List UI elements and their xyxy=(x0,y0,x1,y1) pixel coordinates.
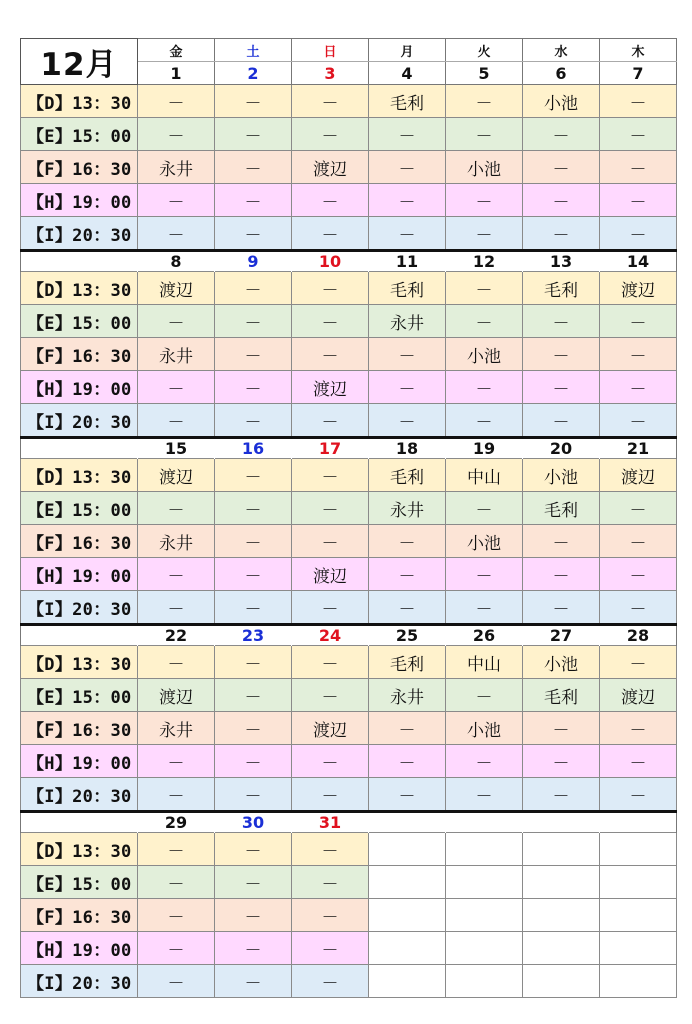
unassigned-cell: － xyxy=(292,272,369,305)
assignee-cell: 小池 xyxy=(446,712,523,745)
slot-time-label: 【F】16：30 xyxy=(21,525,138,558)
unassigned-cell: － xyxy=(215,305,292,338)
slot-time-label: 【D】13：30 xyxy=(21,272,138,305)
slot-row-i xyxy=(21,217,677,251)
assignee-cell: 毛利 xyxy=(523,492,600,525)
unassigned-cell: － xyxy=(600,85,677,118)
empty-cell xyxy=(446,833,523,866)
unassigned-cell: － xyxy=(292,459,369,492)
unassigned-cell: － xyxy=(138,371,215,404)
unassigned-cell: － xyxy=(292,965,369,998)
weekday-label: 木 xyxy=(600,39,677,62)
month-label: 12月 xyxy=(21,39,138,85)
date-number: 22 xyxy=(138,625,215,646)
unassigned-cell: － xyxy=(215,272,292,305)
unassigned-cell: － xyxy=(215,217,292,251)
weekday-label: 金 xyxy=(138,39,215,62)
unassigned-cell: － xyxy=(292,866,369,899)
assignee-cell: 毛利 xyxy=(369,272,446,305)
unassigned-cell: － xyxy=(215,745,292,778)
assignee-cell: 渡辺 xyxy=(292,712,369,745)
unassigned-cell: － xyxy=(138,866,215,899)
unassigned-cell: － xyxy=(446,679,523,712)
unassigned-cell: － xyxy=(215,833,292,866)
unassigned-cell: － xyxy=(523,371,600,404)
unassigned-cell: － xyxy=(138,404,215,438)
slot-time-label: 【F】16：30 xyxy=(21,151,138,184)
slot-row-i xyxy=(21,778,677,812)
empty-cell xyxy=(600,833,677,866)
date-number: 18 xyxy=(369,438,446,459)
date-number: 21 xyxy=(600,438,677,459)
slot-time-label: 【D】13：30 xyxy=(21,85,138,118)
unassigned-cell: － xyxy=(600,305,677,338)
slot-row-e xyxy=(21,118,677,151)
slot-row-e xyxy=(21,305,677,338)
empty-cell xyxy=(523,833,600,866)
slot-row-f xyxy=(21,899,677,932)
unassigned-cell: － xyxy=(369,558,446,591)
week-date-row xyxy=(21,625,677,646)
unassigned-cell: － xyxy=(523,525,600,558)
unassigned-cell: － xyxy=(215,932,292,965)
unassigned-cell: － xyxy=(523,151,600,184)
date-number: 16 xyxy=(215,438,292,459)
date-number xyxy=(523,812,600,833)
unassigned-cell: － xyxy=(292,679,369,712)
unassigned-cell: － xyxy=(369,118,446,151)
unassigned-cell: － xyxy=(138,217,215,251)
week-spacer xyxy=(21,438,138,459)
unassigned-cell: － xyxy=(369,591,446,625)
unassigned-cell: － xyxy=(215,118,292,151)
empty-cell xyxy=(446,965,523,998)
date-number: 7 xyxy=(600,62,677,85)
unassigned-cell: － xyxy=(138,899,215,932)
assignee-cell: 永井 xyxy=(138,338,215,371)
empty-cell xyxy=(369,866,446,899)
unassigned-cell: － xyxy=(523,591,600,625)
unassigned-cell: － xyxy=(138,305,215,338)
empty-cell xyxy=(369,965,446,998)
unassigned-cell: － xyxy=(446,745,523,778)
assignee-cell: 毛利 xyxy=(369,646,446,679)
empty-cell xyxy=(523,899,600,932)
assignee-cell: 小池 xyxy=(523,459,600,492)
date-number: 11 xyxy=(369,251,446,272)
unassigned-cell: － xyxy=(292,492,369,525)
unassigned-cell: － xyxy=(446,118,523,151)
unassigned-cell: － xyxy=(292,745,369,778)
slot-row-f xyxy=(21,712,677,745)
empty-cell xyxy=(523,965,600,998)
assignee-cell: 永井 xyxy=(369,679,446,712)
unassigned-cell: － xyxy=(600,712,677,745)
unassigned-cell: － xyxy=(369,525,446,558)
assignee-cell: 永井 xyxy=(138,151,215,184)
weekday-label: 日 xyxy=(292,39,369,62)
unassigned-cell: － xyxy=(446,305,523,338)
weekday-label: 水 xyxy=(523,39,600,62)
slot-row-f xyxy=(21,151,677,184)
slot-time-label: 【I】20：30 xyxy=(21,965,138,998)
unassigned-cell: － xyxy=(369,371,446,404)
unassigned-cell: － xyxy=(523,118,600,151)
unassigned-cell: － xyxy=(369,217,446,251)
unassigned-cell: － xyxy=(369,778,446,812)
slot-time-label: 【E】15：00 xyxy=(21,118,138,151)
unassigned-cell: － xyxy=(215,492,292,525)
unassigned-cell: － xyxy=(446,558,523,591)
unassigned-cell: － xyxy=(292,932,369,965)
week-date-row xyxy=(21,812,677,833)
unassigned-cell: － xyxy=(138,591,215,625)
assignee-cell: 永井 xyxy=(138,712,215,745)
empty-cell xyxy=(369,833,446,866)
date-number: 31 xyxy=(292,812,369,833)
date-number: 26 xyxy=(446,625,523,646)
date-number: 23 xyxy=(215,625,292,646)
slot-row-i xyxy=(21,965,677,998)
unassigned-cell: － xyxy=(138,85,215,118)
slot-time-label: 【E】15：00 xyxy=(21,305,138,338)
assignee-cell: 永井 xyxy=(138,525,215,558)
empty-cell xyxy=(600,866,677,899)
unassigned-cell: － xyxy=(446,371,523,404)
slot-time-label: 【I】20：30 xyxy=(21,778,138,812)
weekday-label: 月 xyxy=(369,39,446,62)
date-number xyxy=(600,812,677,833)
slot-time-label: 【F】16：30 xyxy=(21,712,138,745)
unassigned-cell: － xyxy=(215,778,292,812)
unassigned-cell: － xyxy=(215,404,292,438)
slot-time-label: 【F】16：30 xyxy=(21,338,138,371)
assignee-cell: 毛利 xyxy=(369,459,446,492)
unassigned-cell: － xyxy=(446,85,523,118)
empty-cell xyxy=(523,932,600,965)
date-number: 27 xyxy=(523,625,600,646)
date-number: 28 xyxy=(600,625,677,646)
week-date-row xyxy=(21,438,677,459)
unassigned-cell: － xyxy=(600,778,677,812)
unassigned-cell: － xyxy=(600,646,677,679)
schedule-table xyxy=(20,38,677,998)
empty-cell xyxy=(446,932,523,965)
unassigned-cell: － xyxy=(138,778,215,812)
unassigned-cell: － xyxy=(600,217,677,251)
date-number xyxy=(369,812,446,833)
unassigned-cell: － xyxy=(369,712,446,745)
unassigned-cell: － xyxy=(138,745,215,778)
unassigned-cell: － xyxy=(138,184,215,217)
unassigned-cell: － xyxy=(292,217,369,251)
unassigned-cell: － xyxy=(600,118,677,151)
empty-cell xyxy=(600,899,677,932)
date-number: 8 xyxy=(138,251,215,272)
assignee-cell: 渡辺 xyxy=(600,459,677,492)
assignee-cell: 渡辺 xyxy=(600,679,677,712)
unassigned-cell: － xyxy=(523,305,600,338)
weekday-label: 土 xyxy=(215,39,292,62)
unassigned-cell: － xyxy=(446,217,523,251)
week-date-row xyxy=(21,251,677,272)
empty-cell xyxy=(523,866,600,899)
unassigned-cell: － xyxy=(138,558,215,591)
unassigned-cell: － xyxy=(215,712,292,745)
date-number: 24 xyxy=(292,625,369,646)
date-number: 4 xyxy=(369,62,446,85)
unassigned-cell: － xyxy=(215,899,292,932)
slot-row-d xyxy=(21,833,677,866)
assignee-cell: 中山 xyxy=(446,459,523,492)
assignee-cell: 毛利 xyxy=(369,85,446,118)
date-number: 15 xyxy=(138,438,215,459)
unassigned-cell: － xyxy=(292,305,369,338)
assignee-cell: 小池 xyxy=(523,646,600,679)
slot-time-label: 【D】13：30 xyxy=(21,459,138,492)
slot-row-h xyxy=(21,745,677,778)
date-number: 1 xyxy=(138,62,215,85)
unassigned-cell: － xyxy=(600,404,677,438)
unassigned-cell: － xyxy=(523,778,600,812)
assignee-cell: 永井 xyxy=(369,492,446,525)
slot-time-label: 【E】15：00 xyxy=(21,679,138,712)
date-number: 2 xyxy=(215,62,292,85)
slot-time-label: 【H】19：00 xyxy=(21,558,138,591)
empty-cell xyxy=(600,965,677,998)
unassigned-cell: － xyxy=(523,338,600,371)
assignee-cell: 毛利 xyxy=(523,679,600,712)
assignee-cell: 渡辺 xyxy=(138,679,215,712)
empty-cell xyxy=(446,866,523,899)
unassigned-cell: － xyxy=(292,85,369,118)
unassigned-cell: － xyxy=(600,492,677,525)
unassigned-cell: － xyxy=(600,184,677,217)
unassigned-cell: － xyxy=(138,965,215,998)
unassigned-cell: － xyxy=(600,371,677,404)
unassigned-cell: － xyxy=(292,118,369,151)
empty-cell xyxy=(369,932,446,965)
unassigned-cell: － xyxy=(292,646,369,679)
unassigned-cell: － xyxy=(215,371,292,404)
unassigned-cell: － xyxy=(292,778,369,812)
unassigned-cell: － xyxy=(292,338,369,371)
assignee-cell: 小池 xyxy=(446,338,523,371)
slot-row-d xyxy=(21,459,677,492)
assignee-cell: 毛利 xyxy=(523,272,600,305)
assignee-cell: 永井 xyxy=(369,305,446,338)
unassigned-cell: － xyxy=(215,591,292,625)
slot-time-label: 【H】19：00 xyxy=(21,745,138,778)
date-number: 12 xyxy=(446,251,523,272)
slot-time-label: 【E】15：00 xyxy=(21,866,138,899)
unassigned-cell: － xyxy=(446,591,523,625)
date-number: 10 xyxy=(292,251,369,272)
unassigned-cell: － xyxy=(600,745,677,778)
unassigned-cell: － xyxy=(600,338,677,371)
unassigned-cell: － xyxy=(215,965,292,998)
unassigned-cell: － xyxy=(215,866,292,899)
unassigned-cell: － xyxy=(138,646,215,679)
date-number: 3 xyxy=(292,62,369,85)
schedule-sheet xyxy=(20,38,677,998)
unassigned-cell: － xyxy=(369,404,446,438)
weekday-header-row xyxy=(21,39,677,62)
unassigned-cell: － xyxy=(523,184,600,217)
unassigned-cell: － xyxy=(523,745,600,778)
unassigned-cell: － xyxy=(369,151,446,184)
date-number: 19 xyxy=(446,438,523,459)
slot-row-e xyxy=(21,492,677,525)
unassigned-cell: － xyxy=(600,525,677,558)
assignee-cell: 小池 xyxy=(446,151,523,184)
unassigned-cell: － xyxy=(215,459,292,492)
date-number: 13 xyxy=(523,251,600,272)
unassigned-cell: － xyxy=(523,558,600,591)
unassigned-cell: － xyxy=(446,404,523,438)
unassigned-cell: － xyxy=(215,338,292,371)
unassigned-cell: － xyxy=(523,404,600,438)
assignee-cell: 渡辺 xyxy=(292,151,369,184)
unassigned-cell: － xyxy=(600,558,677,591)
date-number: 9 xyxy=(215,251,292,272)
unassigned-cell: － xyxy=(215,525,292,558)
slot-row-h xyxy=(21,184,677,217)
unassigned-cell: － xyxy=(446,778,523,812)
date-number: 30 xyxy=(215,812,292,833)
slot-row-i xyxy=(21,591,677,625)
unassigned-cell: － xyxy=(292,184,369,217)
assignee-cell: 渡辺 xyxy=(292,371,369,404)
slot-row-e xyxy=(21,866,677,899)
unassigned-cell: － xyxy=(215,184,292,217)
date-number: 5 xyxy=(446,62,523,85)
slot-row-i xyxy=(21,404,677,438)
slot-time-label: 【I】20：30 xyxy=(21,404,138,438)
unassigned-cell: － xyxy=(138,932,215,965)
date-number: 6 xyxy=(523,62,600,85)
unassigned-cell: － xyxy=(446,492,523,525)
date-number xyxy=(446,812,523,833)
unassigned-cell: － xyxy=(523,217,600,251)
slot-time-label: 【F】16：30 xyxy=(21,899,138,932)
slot-time-label: 【D】13：30 xyxy=(21,833,138,866)
date-number: 20 xyxy=(523,438,600,459)
assignee-cell: 小池 xyxy=(446,525,523,558)
unassigned-cell: － xyxy=(446,184,523,217)
slot-row-h xyxy=(21,371,677,404)
unassigned-cell: － xyxy=(138,118,215,151)
empty-cell xyxy=(446,899,523,932)
unassigned-cell: － xyxy=(215,679,292,712)
slot-row-f xyxy=(21,338,677,371)
weekday-label: 火 xyxy=(446,39,523,62)
empty-cell xyxy=(369,899,446,932)
unassigned-cell: － xyxy=(138,833,215,866)
schedule-body xyxy=(21,39,677,998)
assignee-cell: 渡辺 xyxy=(600,272,677,305)
assignee-cell: 中山 xyxy=(446,646,523,679)
slot-time-label: 【H】19：00 xyxy=(21,184,138,217)
assignee-cell: 小池 xyxy=(523,85,600,118)
slot-time-label: 【E】15：00 xyxy=(21,492,138,525)
unassigned-cell: － xyxy=(600,151,677,184)
unassigned-cell: － xyxy=(292,404,369,438)
unassigned-cell: － xyxy=(292,899,369,932)
week-spacer xyxy=(21,812,138,833)
week-spacer xyxy=(21,251,138,272)
date-number: 14 xyxy=(600,251,677,272)
empty-cell xyxy=(600,932,677,965)
unassigned-cell: － xyxy=(600,591,677,625)
assignee-cell: 渡辺 xyxy=(292,558,369,591)
slot-time-label: 【I】20：30 xyxy=(21,217,138,251)
unassigned-cell: － xyxy=(292,591,369,625)
unassigned-cell: － xyxy=(215,151,292,184)
unassigned-cell: － xyxy=(292,525,369,558)
slot-row-h xyxy=(21,932,677,965)
unassigned-cell: － xyxy=(215,558,292,591)
slot-row-e xyxy=(21,679,677,712)
slot-time-label: 【H】19：00 xyxy=(21,371,138,404)
date-number: 29 xyxy=(138,812,215,833)
assignee-cell: 渡辺 xyxy=(138,459,215,492)
slot-row-d xyxy=(21,646,677,679)
date-number: 25 xyxy=(369,625,446,646)
slot-row-h xyxy=(21,558,677,591)
date-number: 17 xyxy=(292,438,369,459)
slot-row-f xyxy=(21,525,677,558)
unassigned-cell: － xyxy=(369,184,446,217)
unassigned-cell: － xyxy=(215,646,292,679)
week-spacer xyxy=(21,625,138,646)
unassigned-cell: － xyxy=(446,272,523,305)
unassigned-cell: － xyxy=(523,712,600,745)
unassigned-cell: － xyxy=(215,85,292,118)
slot-row-d xyxy=(21,85,677,118)
unassigned-cell: － xyxy=(292,833,369,866)
assignee-cell: 渡辺 xyxy=(138,272,215,305)
slot-time-label: 【H】19：00 xyxy=(21,932,138,965)
unassigned-cell: － xyxy=(369,338,446,371)
slot-time-label: 【I】20：30 xyxy=(21,591,138,625)
slot-time-label: 【D】13：30 xyxy=(21,646,138,679)
slot-row-d xyxy=(21,272,677,305)
unassigned-cell: － xyxy=(369,745,446,778)
unassigned-cell: － xyxy=(138,492,215,525)
